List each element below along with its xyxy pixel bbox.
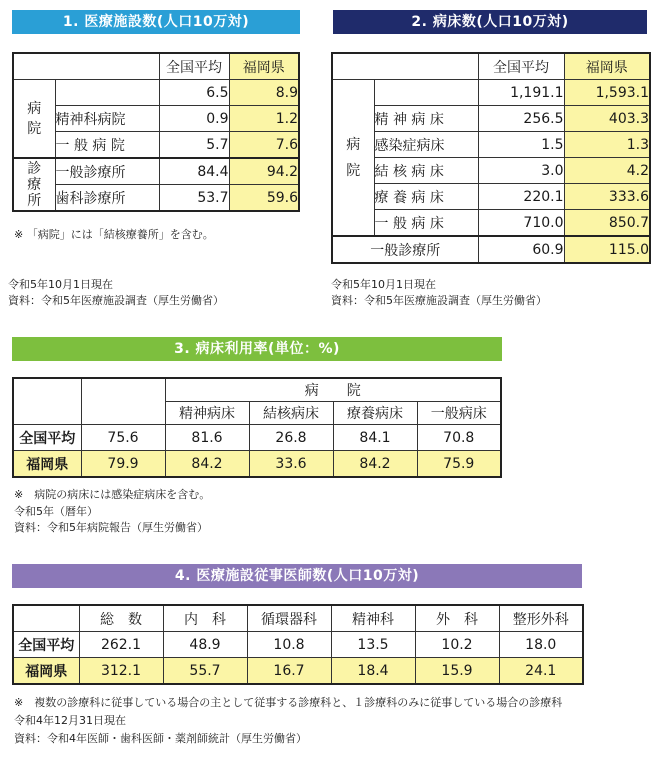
fukuoka-value: 1.2: [229, 106, 299, 132]
total-value: 75.6: [81, 425, 165, 451]
group-hospital: 病 院: [165, 378, 501, 402]
col-header: 循環器科: [247, 605, 331, 632]
value-cell: 24.1: [499, 658, 583, 685]
fukuoka-value: 403.3: [564, 106, 650, 132]
section2-title: 2. 病床数(人口10万対): [333, 10, 647, 34]
value-cell: 26.8: [249, 425, 333, 451]
row-label-fukuoka: 福岡県: [13, 658, 79, 685]
national-value: 53.7: [159, 185, 229, 212]
section4-title: 4. 医療施設従事医師数(人口10万対): [12, 564, 582, 588]
section1-note: ※ 「病院」には「結核療養所」を含む。: [14, 228, 214, 241]
row-label: 歯科診療所: [55, 185, 159, 212]
corner-cell: [13, 53, 159, 80]
section4-date: 令和4年12月31日現在: [14, 714, 126, 727]
row-label: [55, 80, 159, 106]
national-value: 0.9: [159, 106, 229, 132]
section1-title: 1. 医療施設数(人口10万対): [12, 10, 300, 34]
row-label: [374, 80, 478, 106]
row-label: 療 養 病 床: [374, 184, 478, 210]
national-value: 220.1: [478, 184, 564, 210]
national-value: 84.4: [159, 158, 229, 185]
section3-note: ※ 病院の病床には感染症病床を含む。: [14, 488, 211, 501]
col-header: 内 科: [163, 605, 247, 632]
fukuoka-value: 7.6: [229, 132, 299, 159]
row-label: 感染症病床: [374, 132, 478, 158]
row-label-national: 全国平均: [13, 425, 81, 451]
col-fukuoka: 福岡県: [229, 53, 299, 80]
total-header-cell: [81, 378, 165, 425]
col-national: 全国平均: [478, 53, 564, 80]
col-header: 整形外科: [499, 605, 583, 632]
col-header: 外 科: [415, 605, 499, 632]
national-value: 1.5: [478, 132, 564, 158]
value-cell: 55.7: [163, 658, 247, 685]
section4-note: ※ 複数の診療科に従事している場合の主として従事する診療科と、１診療科のみに従事している場合の診療科: [14, 696, 563, 709]
corner-cell: [13, 605, 79, 632]
fukuoka-value: 94.2: [229, 158, 299, 185]
value-cell: 81.6: [165, 425, 249, 451]
col-header: 総 数: [79, 605, 163, 632]
col-header: 一般病床: [417, 402, 501, 425]
total-value: 79.9: [81, 451, 165, 478]
col-fukuoka: 福岡県: [564, 53, 650, 80]
fukuoka-value: 333.6: [564, 184, 650, 210]
section3-title: 3. 病床利用率(単位：%): [12, 337, 502, 361]
section3-source: 資料：令和5年病院報告（厚生労働省）: [14, 521, 208, 534]
corner-cell: [13, 378, 81, 425]
row-label: 一 般 病 院: [55, 132, 159, 159]
national-value: 60.9: [478, 236, 564, 263]
fukuoka-value: 59.6: [229, 185, 299, 212]
row-label: 精 神 病 床: [374, 106, 478, 132]
value-cell: 84.1: [333, 425, 417, 451]
value-cell: 48.9: [163, 632, 247, 658]
value-cell: 15.9: [415, 658, 499, 685]
national-value: 1,191.1: [478, 80, 564, 106]
row-label: 精神科病院: [55, 106, 159, 132]
bed-utilization-table: [12, 377, 502, 478]
col-national: 全国平均: [159, 53, 229, 80]
row-label: 結 核 病 床: [374, 158, 478, 184]
value-cell: 18.4: [331, 658, 415, 685]
section2-date: 令和5年10月1日現在: [331, 278, 436, 291]
col-header: 療養病床: [333, 402, 417, 425]
beds-table: [331, 52, 651, 264]
national-value: 256.5: [478, 106, 564, 132]
facilities-table: [12, 52, 300, 212]
col-header: 精神病床: [165, 402, 249, 425]
group-hospital: 病 院: [13, 80, 55, 159]
national-value: 3.0: [478, 158, 564, 184]
fukuoka-value: 1.3: [564, 132, 650, 158]
national-value: 5.7: [159, 132, 229, 159]
value-cell: 70.8: [417, 425, 501, 451]
group-clinic: 診 療 所: [13, 158, 55, 211]
row-label-national: 全国平均: [13, 632, 79, 658]
value-cell: 75.9: [417, 451, 501, 478]
row-label-fukuoka: 福岡県: [13, 451, 81, 478]
value-cell: 10.8: [247, 632, 331, 658]
value-cell: 262.1: [79, 632, 163, 658]
value-cell: 16.7: [247, 658, 331, 685]
fukuoka-value: 115.0: [564, 236, 650, 263]
national-value: 710.0: [478, 210, 564, 237]
section3-date: 令和5年（暦年）: [14, 505, 98, 518]
clinic-row-label: 一般診療所: [332, 236, 478, 263]
fukuoka-value: 1,593.1: [564, 80, 650, 106]
col-header: 精神科: [331, 605, 415, 632]
value-cell: 33.6: [249, 451, 333, 478]
section4-source: 資料：令和4年医師・歯科医師・薬剤師統計（厚生労働省）: [14, 732, 307, 745]
value-cell: 13.5: [331, 632, 415, 658]
value-cell: 84.2: [165, 451, 249, 478]
national-value: 6.5: [159, 80, 229, 106]
section1-source: 資料：令和5年医療施設調査（厚生労働省）: [8, 294, 224, 307]
value-cell: 84.2: [333, 451, 417, 478]
physicians-table: [12, 604, 584, 685]
value-cell: 312.1: [79, 658, 163, 685]
section2-source: 資料：令和5年医療施設調査（厚生労働省）: [331, 294, 547, 307]
corner-cell: [332, 53, 478, 80]
col-header: 結核病床: [249, 402, 333, 425]
section1-date: 令和5年10月1日現在: [8, 278, 113, 291]
row-label: 一般診療所: [55, 158, 159, 185]
fukuoka-value: 850.7: [564, 210, 650, 237]
group-hospital: 病 院: [332, 80, 374, 237]
fukuoka-value: 4.2: [564, 158, 650, 184]
row-label: 一 般 病 床: [374, 210, 478, 237]
value-cell: 10.2: [415, 632, 499, 658]
value-cell: 18.0: [499, 632, 583, 658]
fukuoka-value: 8.9: [229, 80, 299, 106]
